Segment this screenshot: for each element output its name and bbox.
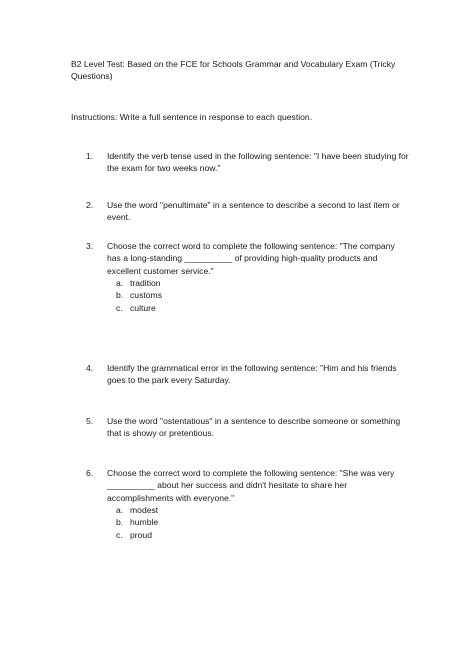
option-text: culture: [130, 302, 156, 313]
option-letter: c.: [116, 529, 123, 540]
question-number: 6.: [86, 468, 94, 478]
option-letter: c.: [116, 302, 123, 313]
question-number: 4.: [86, 363, 94, 373]
question-text: Choose the correct word to complete the following sentence: "The company has a long-standing __________ of providing high-quality products and excellent customer service.": [107, 241, 395, 276]
option-text: modest: [130, 505, 159, 515]
question-text: Use the word "ostentatious" in a sentence to describe someone or something that is showy or pretentious.: [107, 416, 401, 439]
option-text: tradition: [130, 278, 161, 288]
option-letter: b.: [116, 290, 124, 301]
option-text: proud: [130, 529, 152, 540]
question-number: 1.: [86, 151, 94, 161]
option-text: customs: [130, 290, 162, 301]
question-text: Use the word "penultimate" in a sentence to describe a second to last item or event.: [107, 200, 400, 223]
option-letter: a.: [116, 278, 124, 288]
question-text: Identify the grammatical error in the following sentence: "Him and his friends goes to the park every Saturday.: [107, 363, 397, 386]
question-number: 2.: [86, 200, 94, 210]
document-title: B2 Level Test: Based on the FCE for Schools Grammar and Vocabulary Exam (Tricky Questions): [71, 59, 396, 82]
question-text: Identify the verb tense used in the following sentence: "I have been studying for the exam for two weeks now.": [107, 151, 409, 174]
option-letter: b.: [116, 517, 124, 528]
question-text: Choose the correct word to complete the following sentence: "She was very __________ about her success and didn't hesitate to share her accomplishments with everyone.": [107, 468, 395, 503]
instructions: Instructions: Write a full sentence in response to each question.: [71, 112, 313, 122]
question-number: 3.: [86, 241, 94, 251]
question-number: 5.: [86, 416, 94, 426]
option-letter: a.: [116, 505, 124, 515]
option-text: humble: [130, 517, 159, 528]
